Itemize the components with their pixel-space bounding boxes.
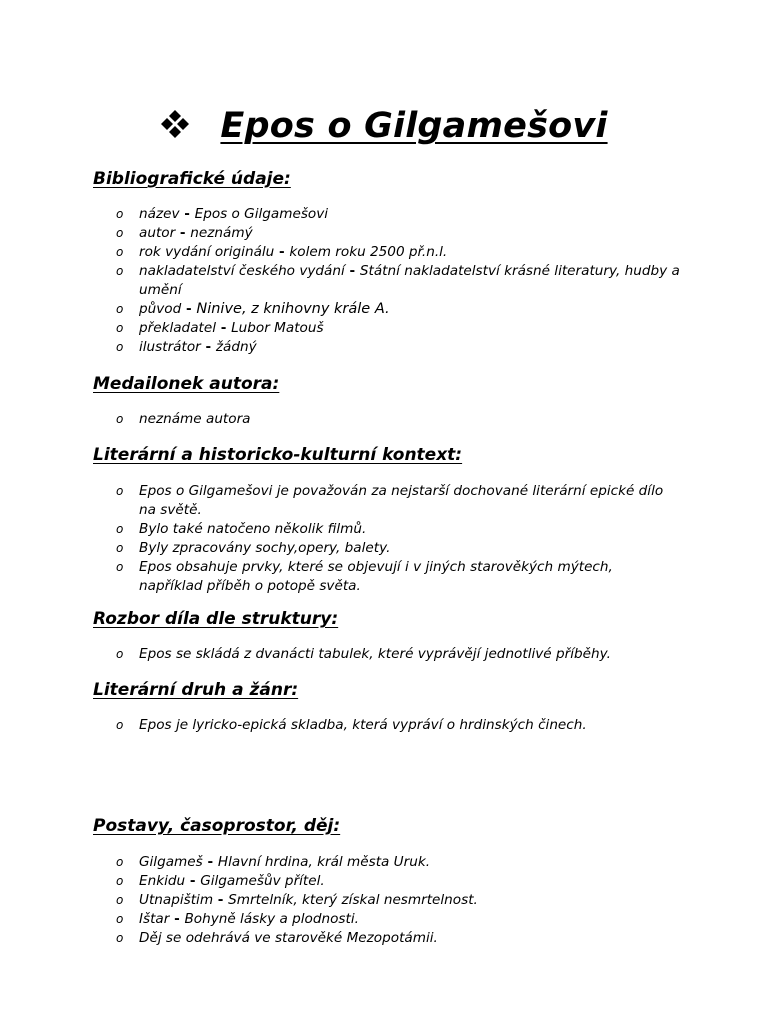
list-item: o neznáme autora — [0, 410, 680, 429]
item-value: Lubor Matouš — [231, 320, 324, 336]
item-value: Hlavní hrdina, král města Uruk. — [217, 854, 431, 870]
item-key: Gilgameš - — [139, 854, 218, 870]
list-literarni-druh — [0, 716, 680, 735]
list-kontext — [0, 482, 680, 596]
item-key: nakladatelství českého vydání - — [139, 263, 360, 279]
item-key: Enkidu - — [139, 873, 200, 889]
list-bibliograficke-udaje — [0, 205, 680, 357]
list-item: o Epos se skládá z dvanácti tabulek, které vyprávějí jednotlivé příběhy. — [0, 645, 680, 664]
item-key: autor - — [139, 225, 190, 241]
list-item: o Epos je lyricko-epická skladba, která vypráví o hrdinských činech. — [0, 716, 680, 735]
heading-rozbor-dila: Rozbor díla dle struktury: — [93, 609, 339, 629]
item-key: Ištar - — [139, 911, 184, 927]
heading-kontext: Literární a historicko-kulturní kontext: — [93, 445, 463, 465]
item-value: neznámý — [190, 225, 253, 241]
item-key: překladatel - — [139, 320, 231, 336]
title-text: Epos o Gilgamešovi — [220, 106, 608, 146]
list-item: o Bylo také natočeno několik filmů. — [0, 520, 680, 539]
list-item — [0, 224, 680, 243]
list-item: o Epos obsahuje prvky, které se objevují i v jiných starověkých mýtech, například příběh o potopě světa. — [0, 558, 680, 596]
item-key: ilustrátor - — [139, 339, 216, 355]
item-value: Smrtelník, který získal nesmrtelnost. — [228, 892, 478, 908]
heading-literarni-druh: Literární druh a žánr: — [93, 680, 299, 700]
list-item — [0, 300, 680, 319]
heading-bibliograficke-udaje: Bibliografické údaje: — [93, 169, 291, 189]
heading-postavy: Postavy, časoprostor, děj: — [93, 816, 341, 836]
list-item — [0, 262, 680, 300]
item-value: Epos o Gilgamešovi — [194, 206, 329, 222]
item-key: Utnapištim - — [139, 892, 228, 908]
list-item — [0, 205, 680, 224]
list-item — [0, 243, 680, 262]
list-item: o Epos o Gilgamešovi je považován za nejstarší dochované literární epické dílo na světě. — [0, 482, 680, 520]
four-diamond-bullet-icon — [160, 109, 190, 139]
item-value: Bohyně lásky a plodnosti. — [184, 911, 359, 927]
item-value: Ninive, z knihovny krále A. — [196, 301, 390, 317]
list-item — [0, 338, 680, 357]
list-medailonek-autora — [0, 410, 680, 429]
item-value: žádný — [215, 339, 257, 355]
list-postavy — [0, 853, 680, 948]
list-item — [0, 319, 680, 338]
item-key: rok vydání originálu - — [139, 244, 289, 260]
list-rozbor-dila — [0, 645, 680, 664]
list-item — [0, 872, 680, 891]
list-item — [0, 891, 680, 910]
item-value: Gilgamešův přítel. — [200, 873, 325, 889]
heading-medailonek-autora: Medailonek autora: — [93, 374, 280, 394]
list-item — [0, 853, 680, 872]
document-title — [0, 103, 768, 149]
item-value: kolem roku 2500 př.n.l. — [289, 244, 448, 260]
item-key: původ - — [139, 301, 196, 317]
list-item: o Děj se odehrává ve starověké Mezopotámii. — [0, 929, 680, 948]
item-key: název - — [139, 206, 195, 222]
list-item — [0, 910, 680, 929]
item-value: Státní nakladatelství krásné literatury, hudby a umění — [139, 263, 680, 298]
list-item: o Byly zpracovány sochy,opery, balety. — [0, 539, 680, 558]
